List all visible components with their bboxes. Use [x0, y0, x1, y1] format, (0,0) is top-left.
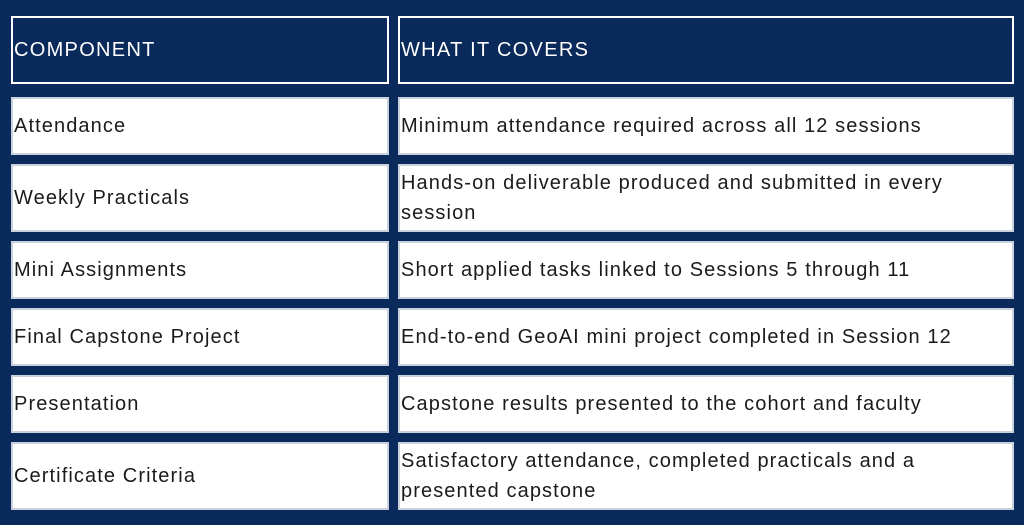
header-what-it-covers: WHAT IT COVERS [398, 16, 1014, 84]
row-certificate-criteria-covers: Satisfactory attendance, completed practicals and a presented capstone [398, 442, 1014, 510]
row-presentation-component: Presentation [11, 375, 389, 433]
row-weekly-practicals-component: Weekly Practicals [11, 164, 389, 232]
row-final-capstone-covers: End-to-end GeoAI mini project completed in Session 12 [398, 308, 1014, 366]
row-mini-assignments-component: Mini Assignments [11, 241, 389, 299]
row-final-capstone-component: Final Capstone Project [11, 308, 389, 366]
row-weekly-practicals-covers: Hands-on deliverable produced and submitted in every session [398, 164, 1014, 232]
row-certificate-criteria-component: Certificate Criteria [11, 442, 389, 510]
row-attendance-component: Attendance [11, 97, 389, 155]
row-mini-assignments-covers: Short applied tasks linked to Sessions 5 through 11 [398, 241, 1014, 299]
row-attendance-covers: Minimum attendance required across all 12 sessions [398, 97, 1014, 155]
header-component: COMPONENT [11, 16, 389, 84]
row-presentation-covers: Capstone results presented to the cohort and faculty [398, 375, 1014, 433]
